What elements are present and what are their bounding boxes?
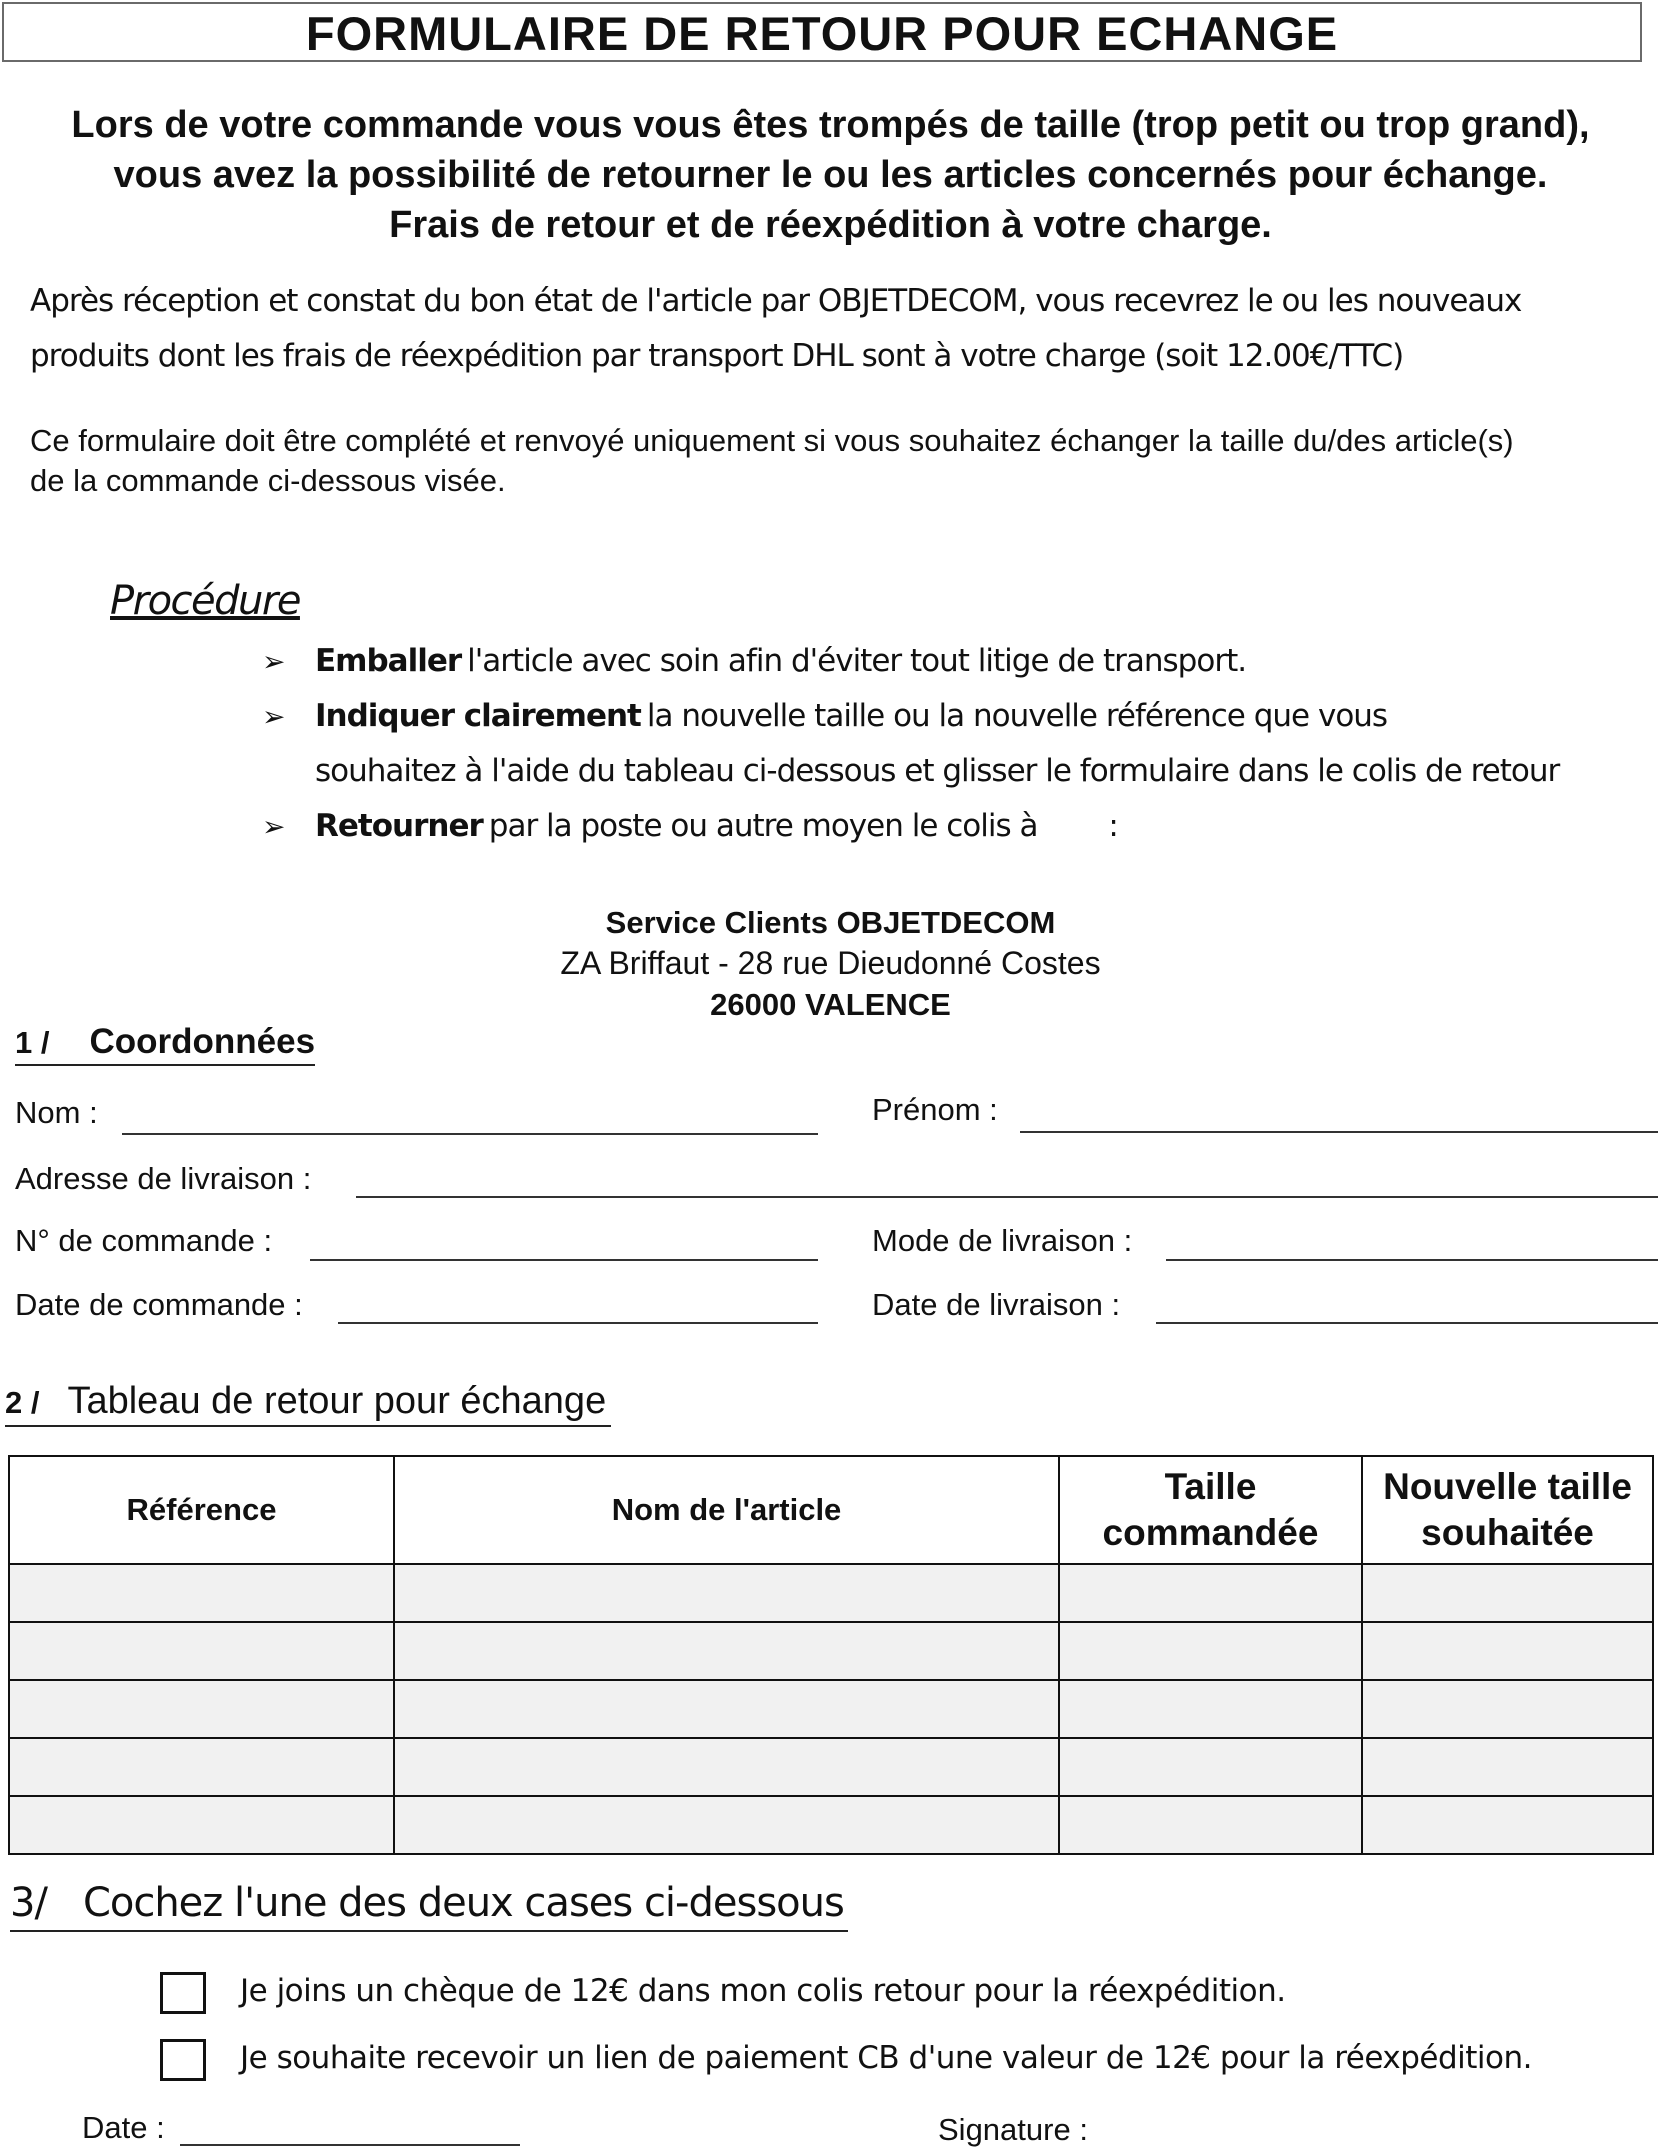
table-cell[interactable]: [1362, 1680, 1653, 1738]
cheque-checkbox[interactable]: [160, 1972, 206, 2014]
mode-livraison-field[interactable]: [1166, 1259, 1658, 1261]
procedure-title: Procédure: [110, 578, 300, 624]
procedure-step-2: [315, 698, 1387, 734]
table-cell[interactable]: [394, 1796, 1059, 1854]
date-commande-field[interactable]: [338, 1322, 818, 1324]
address-city: 26000 VALENCE: [710, 987, 951, 1022]
bullet-arrow-icon: ➢: [262, 701, 286, 732]
table-cell[interactable]: [394, 1738, 1059, 1796]
table-row: [9, 1680, 1653, 1738]
num-commande-label: N° de commande :: [15, 1223, 273, 1258]
form-note-line-1: Ce formulaire doit être complété et renvoyé uniquement si vous souhaitez échanger la taille du/des article(s): [30, 423, 1514, 458]
step-2-verb: Indiquer clairement: [315, 698, 641, 734]
column-header-ordered-size: Taille commandée: [1059, 1456, 1362, 1564]
prenom-label: Prénom :: [872, 1092, 998, 1127]
table-cell[interactable]: [9, 1564, 394, 1622]
date-field[interactable]: [180, 2144, 520, 2146]
reception-text-line-1: Après réception et constat du bon état de l'article par OBJETDECOM, vous recevrez le ou les nouveaux: [30, 283, 1522, 319]
step-2-text: la nouvelle taille ou la nouvelle référence que vous: [646, 698, 1388, 734]
procedure-step-1: [315, 643, 1246, 679]
table-cell[interactable]: [1059, 1738, 1362, 1796]
nom-field[interactable]: [122, 1133, 818, 1135]
table-cell[interactable]: [1362, 1564, 1653, 1622]
return-table: [8, 1455, 1654, 1855]
table-row: [9, 1796, 1653, 1854]
table-cell[interactable]: [9, 1622, 394, 1680]
adresse-label: Adresse de livraison :: [15, 1161, 312, 1196]
section-3-heading: [10, 1880, 848, 1932]
section-2-title: Tableau de retour pour échange: [67, 1380, 607, 1422]
section-1-number: 1 /: [15, 1025, 50, 1060]
table-cell[interactable]: [1059, 1796, 1362, 1854]
section-2-number: 2 /: [5, 1385, 40, 1420]
intro-line-2: vous avez la possibilité de retourner le ou les articles concernés pour échange.: [113, 154, 1548, 196]
table-cell[interactable]: [1059, 1564, 1362, 1622]
section-3-title: Cochez l'une des deux cases ci-dessous: [82, 1880, 844, 1926]
bullet-arrow-icon: ➢: [262, 646, 286, 677]
form-title: FORMULAIRE DE RETOUR POUR ECHANGE: [2, 2, 1642, 62]
table-cell[interactable]: [394, 1622, 1059, 1680]
table-cell[interactable]: [9, 1680, 394, 1738]
date-commande-label: Date de commande :: [15, 1287, 303, 1322]
table-cell[interactable]: [1362, 1622, 1653, 1680]
table-cell[interactable]: [9, 1796, 394, 1854]
step-1-verb: Emballer: [315, 643, 462, 679]
date-livraison-label: Date de livraison :: [872, 1287, 1121, 1322]
table-cell[interactable]: [1059, 1680, 1362, 1738]
address-street: ZA Briffaut - 28 rue Dieudonné Costes: [560, 945, 1101, 981]
table-cell[interactable]: [1362, 1796, 1653, 1854]
table-row: [9, 1738, 1653, 1796]
procedure-step-2-continuation: souhaitez à l'aide du tableau ci-dessous et glisser le formulaire dans le colis de retour: [315, 753, 1560, 789]
step-3-verb: Retourner: [315, 808, 483, 844]
intro-line-1: Lors de votre commande vous vous êtes trompés de taille (trop petit ou trop grand),: [71, 104, 1590, 146]
section-1-heading: [15, 1022, 315, 1066]
step-1-text: l'article avec soin afin d'éviter tout litige de transport.: [467, 643, 1247, 679]
date-livraison-field[interactable]: [1156, 1322, 1658, 1324]
num-commande-field[interactable]: [310, 1259, 818, 1261]
reception-text-line-2: produits dont les frais de réexpédition par transport DHL sont à votre charge (soit 12.00€/TTC): [30, 338, 1404, 374]
table-cell[interactable]: [9, 1738, 394, 1796]
column-header-article-name: Nom de l'article: [394, 1456, 1059, 1564]
column-header-new-size: Nouvelle taille souhaitée: [1362, 1456, 1653, 1564]
procedure-step-3: [315, 808, 1118, 844]
date-label: Date :: [82, 2110, 165, 2145]
section-1-title: Coordonnées: [89, 1022, 316, 1061]
nom-label: Nom :: [15, 1095, 98, 1130]
cb-link-checkbox[interactable]: [160, 2039, 206, 2081]
form-note-line-2: de la commande ci-dessous visée.: [30, 463, 506, 498]
adresse-field[interactable]: [356, 1196, 1658, 1198]
cheque-option-label: Je joins un chèque de 12€ dans mon colis retour pour la réexpédition.: [240, 1973, 1286, 2009]
address-name: Service Clients OBJETDECOM: [605, 905, 1056, 940]
cb-link-option-label: Je souhaite recevoir un lien de paiement CB d'une valeur de 12€ pour la réexpédition.: [240, 2040, 1533, 2076]
column-header-reference: Référence: [9, 1456, 394, 1564]
intro-line-3: Frais de retour et de réexpédition à votre charge.: [389, 204, 1272, 246]
prenom-field[interactable]: [1020, 1131, 1658, 1133]
table-cell[interactable]: [1059, 1622, 1362, 1680]
signature-label: Signature :: [938, 2112, 1088, 2147]
section-3-number: 3/: [10, 1880, 47, 1926]
table-header-row: [9, 1456, 1653, 1564]
table-cell[interactable]: [1362, 1738, 1653, 1796]
table-cell[interactable]: [394, 1564, 1059, 1622]
section-2-heading: [5, 1380, 611, 1427]
bullet-arrow-icon: ➢: [262, 811, 286, 842]
table-row: [9, 1564, 1653, 1622]
step-3-text: par la poste ou autre moyen le colis à :: [488, 808, 1118, 844]
mode-livraison-label: Mode de livraison :: [872, 1223, 1133, 1258]
table-row: [9, 1622, 1653, 1680]
table-cell[interactable]: [394, 1680, 1059, 1738]
